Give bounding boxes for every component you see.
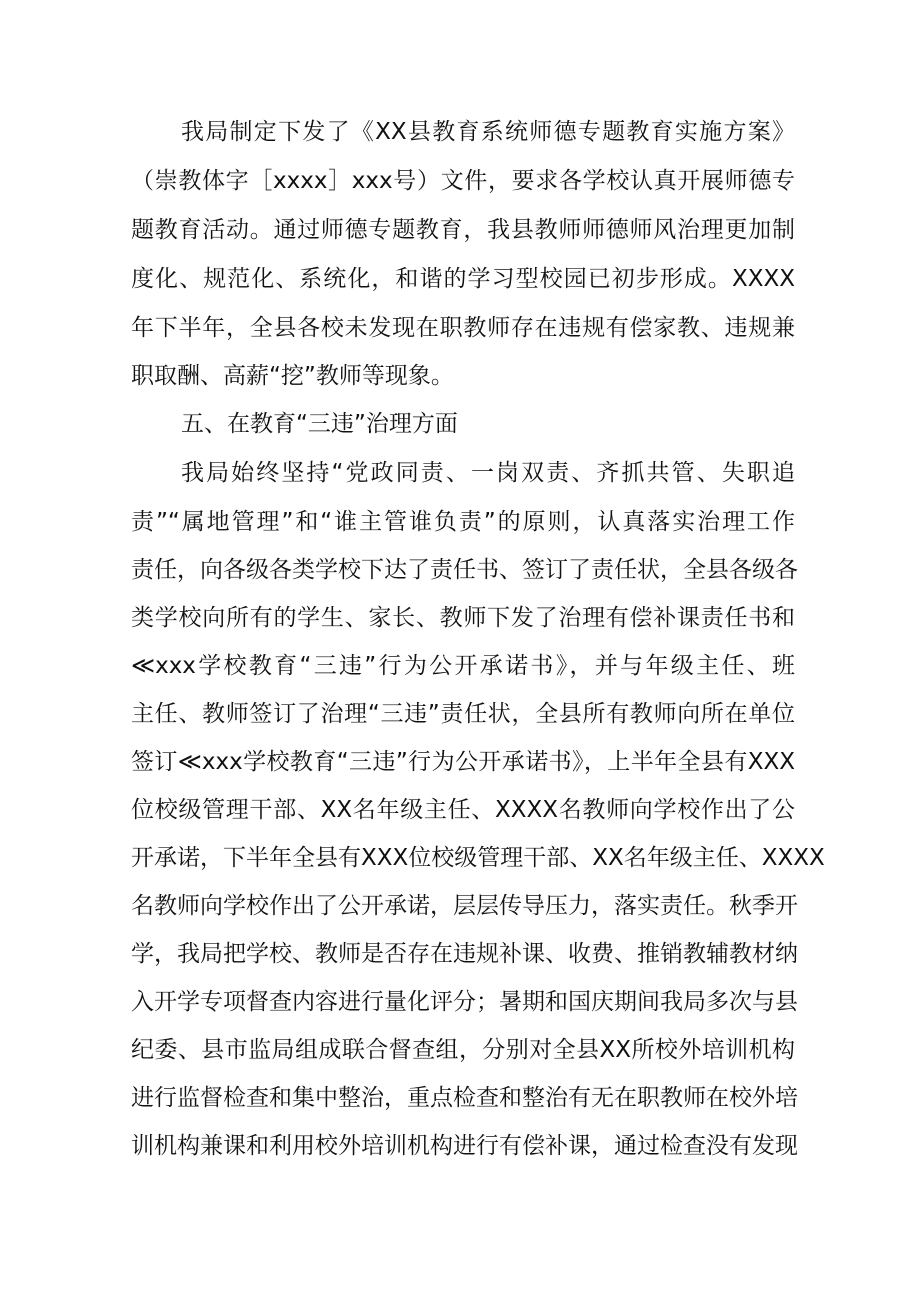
paragraph-2-line-13: 纪委、县市监局组成联合督查组，分别对全县XX所校外培训机构: [131, 1037, 795, 1063]
paragraph-2-line-14: 进行监督检查和集中整治，重点检查和整治有无在职教师在校外培: [131, 1085, 798, 1111]
paragraph-2-line-8: 位校级管理干部、XX名年级主任、XXXX名教师向学校作出了公: [131, 797, 795, 823]
paragraph-2-line-2: 责”“属地管理”和“谁主管谁负责”的原则，认真落实治理工作: [131, 509, 795, 535]
paragraph-2-line-7: 签订≪xxx学校教育“三违”行为公开承诺书》，上半年全县有XXX: [131, 749, 795, 775]
section-heading-5: 五、在教育“三违”治理方面: [181, 411, 458, 437]
paragraph-1-line-3: 题教育活动。通过师德专题教育，我县教师师德师风治理更加制: [131, 217, 795, 243]
paragraph-1-line-2: （崇教体字［xxxx］xxx号）文件，要求各学校认真开展师德专: [131, 168, 795, 194]
paragraph-1-line-6: 职取酬、高薪“挖”教师等现象。: [131, 363, 454, 389]
paragraph-1-line-1: 我局制定下发了《XX县教育系统师德专题教育实施方案》: [181, 119, 795, 145]
paragraph-2-line-10: 名教师向学校作出了公开承诺，层层传导压力，落实责任。秋季开: [131, 893, 798, 919]
paragraph-1-line-4: 度化、规范化、系统化，和谐的学习型校园已初步形成。XXXX: [131, 266, 795, 292]
paragraph-2-line-1: 我局始终坚持“党政同责、一岗双责、齐抓共管、失职追: [181, 460, 795, 486]
paragraph-2-line-6: 主任、教师签订了治理“三违”责任状，全县所有教师向所在单位: [131, 701, 795, 727]
paragraph-2-line-9: 开承诺，下半年全县有XXX位校级管理干部、XX名年级主任、XXXX: [131, 845, 825, 871]
paragraph-2-line-5: ≪xxx学校教育“三违”行为公开承诺书》，并与年级主任、班: [131, 653, 795, 679]
paragraph-2-line-4: 类学校向所有的学生、家长、教师下发了治理有偿补课责任书和: [131, 605, 795, 631]
paragraph-2-line-3: 责任，向各级各类学校下达了责任书、签订了责任状，全县各级各: [131, 557, 798, 583]
paragraph-1-line-5: 年下半年，全县各校未发现在职教师存在违规有偿家教、违规兼: [131, 315, 795, 341]
paragraph-2-line-12: 入开学专项督查内容进行量化评分；暑期和国庆期间我局多次与县: [131, 989, 798, 1015]
paragraph-2-line-11: 学，我局把学校、教师是否存在违规补课、收费、推销教辅教材纳: [131, 941, 798, 967]
paragraph-2-line-15: 训机构兼课和利用校外培训机构进行有偿补课，通过检查没有发现: [131, 1133, 798, 1159]
